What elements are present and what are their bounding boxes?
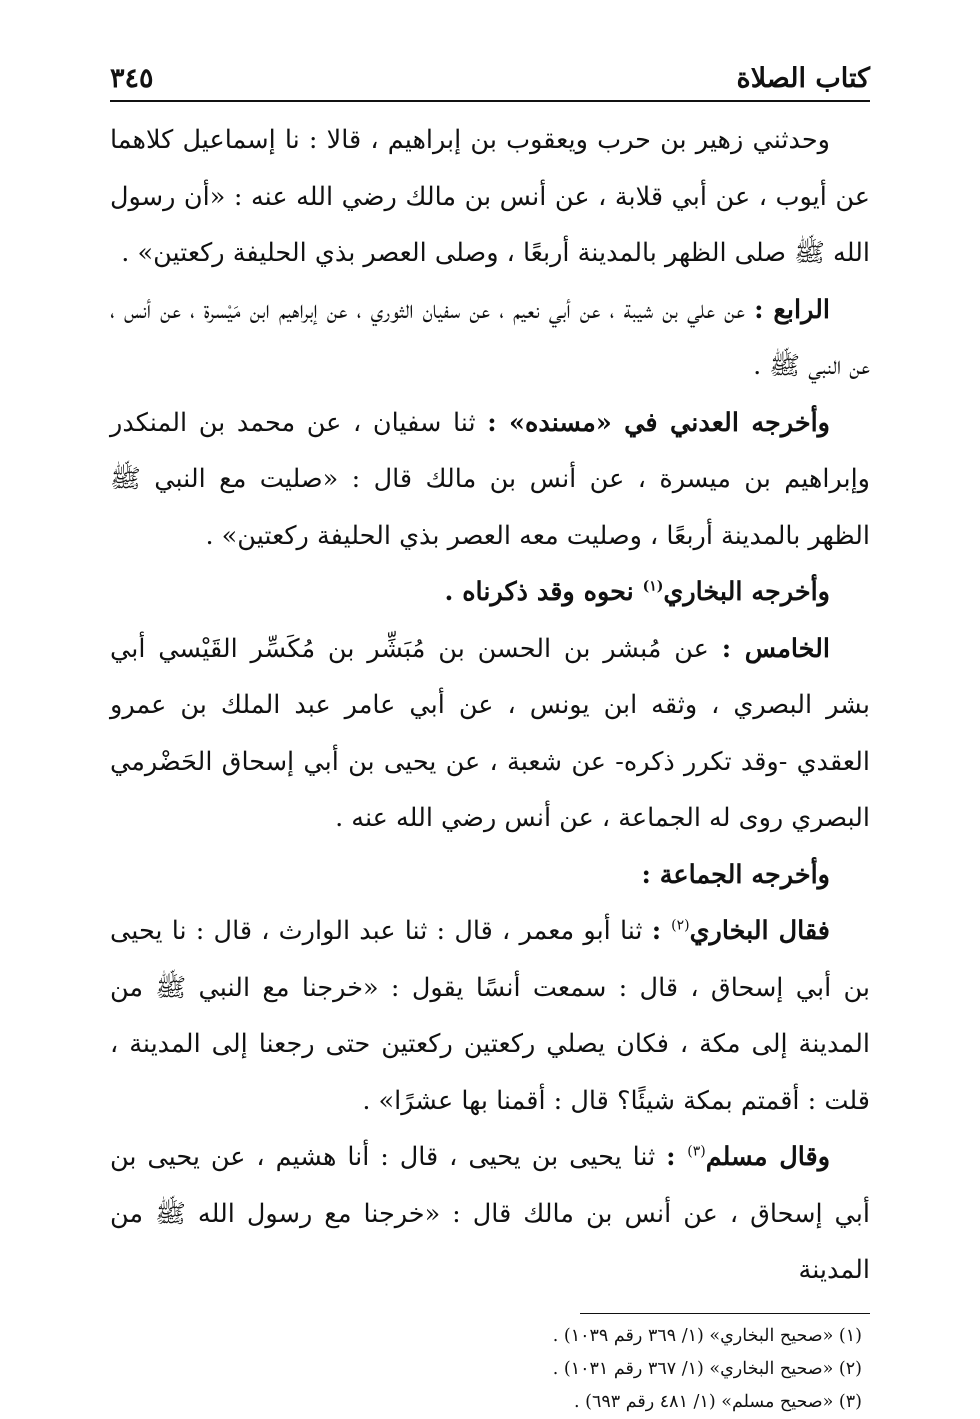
footnote-marker[interactable]: (٣) <box>687 1143 706 1160</box>
lead-colon: : <box>651 916 672 946</box>
paragraph-lead: الرابع : <box>754 294 831 325</box>
footnote: (٣) «صحيح مسلم» (١/ ٤٨١ رقم ٦٩٣) . <box>574 1391 862 1412</box>
paragraph-text: ثنا يحيى بن يحيى ، قال : أنا هشيم ، عن يحيى بن أبي إسحاق ، عن أنس بن مالك قال : «خرجنا مع رسول الله ﷺ من المدينة <box>110 1142 870 1285</box>
footnote-marker[interactable]: (١) <box>642 578 664 595</box>
bukhari-lead: وأخرجه البخاري <box>663 577 830 607</box>
paragraph-hadith-chain <box>110 112 870 282</box>
paragraph-lead: وأخرجه العدني في «مسنده» : <box>487 407 830 438</box>
paragraph-lead: الخامس : <box>721 633 830 664</box>
paragraph-bukhari-quote <box>110 903 870 1129</box>
lead-colon: : <box>666 1142 688 1172</box>
paragraph-fourth <box>110 282 870 395</box>
paragraph-fifth <box>110 621 870 847</box>
paragraph-lead: وقال مسلم <box>705 1142 831 1172</box>
paragraph-text: ثنا أبو معمر ، قال : ثنا عبد الوارث ، قال : نا يحيى بن أبي إسحاق ، قال : سمعت أنسًا يقول : «خرجنا مع النبي ﷺ من المدينة إلى مكة ، فكان يصلي ركعتين ركعتين حتى رجعنا إلى المدينة ، قلت : أقمتم بمكة شيئًا؟ قال : أقمنا بها عشرًا» . <box>110 916 870 1116</box>
paragraph-text: ثنا سفيان ، عن محمد بن المنكدر وإبراهيم بن ميسرة ، عن أنس بن مالك قال : «صليت مع النبي ﷺ الظهر بالمدينة أربعًا ، وصليت معه العصر بذي الحليفة ركعتين» . <box>110 407 870 551</box>
paragraph-muslim-quote <box>110 1129 870 1299</box>
page-number: ٣٤٥ <box>110 63 154 94</box>
bukhari-reference-line <box>110 564 870 621</box>
footnote-marker[interactable]: (٢) <box>671 917 690 934</box>
paragraph-lead: فقال البخاري <box>689 916 831 946</box>
paragraph-text: عن علي بن شيبة ، عن أبي نعيم ، عن سفيان الثوري ، عن إبراهيم ابن مَيْسرة ، عن أنس ، عن النبي ﷺ . <box>110 294 870 381</box>
jamaa-heading: وأخرجه الجماعة : <box>641 859 830 890</box>
main-text <box>110 112 870 1299</box>
footnotes <box>110 1320 870 1419</box>
footnote-separator <box>580 1313 870 1314</box>
paragraph-text: عن مُبشر بن الحسن بن مُبَشِّر بن مُكَسِّر القَيْسي أبي بشر البصري ، وثقه ابن يونس ، عن أبي عامر عبد الملك بن عمرو العقدي -وقد تكرر ذكره- عن شعبة ، عن يحيى بن أبي إسحاق الحَضْرمي البصري روى له الجماعة ، عن أنس رضي الله عنه . <box>110 633 870 833</box>
paragraph-adani <box>110 395 870 565</box>
running-header <box>110 52 870 102</box>
footnote: (٢) «صحيح البخاري» (١/ ٣٦٧ رقم ١٠٣١) . <box>552 1358 862 1379</box>
bukhari-tail: نحوه وقد ذكرناه . <box>444 577 643 607</box>
book-page <box>110 52 870 1419</box>
paragraph-text: وحدثني زهير بن حرب ويعقوب بن إبراهيم ، قالا : نا إسماعيل كلاهما عن أيوب ، عن أبي قلابة ، عن أنس بن مالك رضي الله عنه : «أن رسول الله ﷺ صلى الظهر بالمدينة أربعًا ، وصلى العصر بذي الحليفة ركعتين» . <box>110 125 870 268</box>
footnote: (١) «صحيح البخاري» (١/ ٣٦٩ رقم ١٠٣٩) . <box>552 1325 862 1346</box>
book-title: كتاب الصلاة <box>736 63 870 94</box>
